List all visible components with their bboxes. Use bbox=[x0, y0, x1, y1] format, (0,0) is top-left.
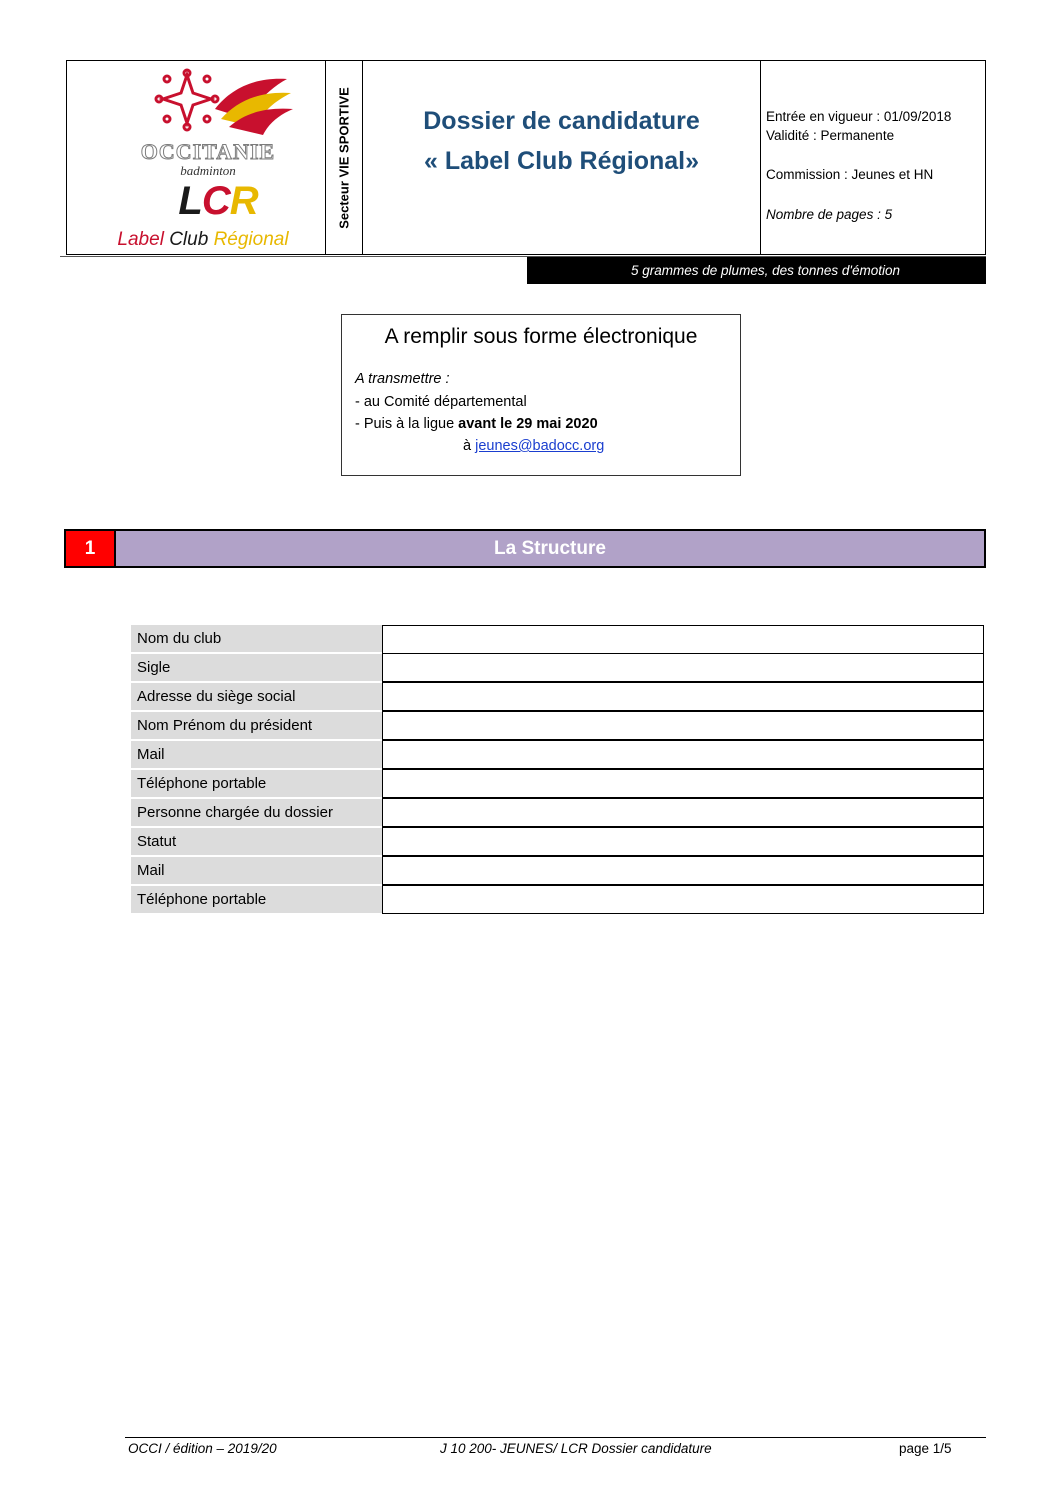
form-row bbox=[131, 712, 984, 741]
form-row bbox=[131, 654, 984, 683]
title-cell bbox=[363, 61, 761, 254]
logo-lcr-l: L bbox=[178, 179, 202, 223]
section-header bbox=[64, 529, 986, 568]
form-field-input[interactable] bbox=[382, 653, 984, 682]
form-row bbox=[131, 741, 984, 770]
instructions-email-prefix: à bbox=[463, 438, 476, 454]
form-field-label: Téléphone portable bbox=[131, 886, 382, 914]
instructions-title: A remplir sous forme électronique bbox=[384, 325, 698, 348]
section-number: 1 bbox=[66, 531, 116, 566]
form-field-input[interactable] bbox=[382, 827, 984, 856]
form-field-label: Adresse du siège social bbox=[131, 683, 382, 711]
logo-lcr-c: C bbox=[201, 179, 230, 223]
footer-page-number: page 1/5 bbox=[899, 1441, 952, 1456]
info-cell bbox=[761, 61, 985, 254]
instructions-deadline: avant le 29 mai 2020 bbox=[458, 416, 598, 432]
document-title-line1: Dossier de candidature bbox=[423, 107, 700, 135]
form-field-label: Personne chargée du dossier bbox=[131, 799, 382, 827]
form-field-label: Sigle bbox=[131, 654, 382, 682]
form-field-input[interactable] bbox=[382, 740, 984, 769]
structure-form bbox=[131, 625, 984, 915]
form-field-input[interactable] bbox=[382, 682, 984, 711]
logo-lcr-r: R bbox=[229, 179, 258, 223]
sector-label: Secteur VIE SPORTIVE bbox=[336, 86, 352, 229]
form-row bbox=[131, 828, 984, 857]
logo-label-word2: Club bbox=[169, 229, 209, 250]
commission: Commission : Jeunes et HN bbox=[766, 167, 934, 182]
form-field-label: Téléphone portable bbox=[131, 770, 382, 798]
document-title-line2: « Label Club Régional» bbox=[423, 147, 700, 175]
instructions-league-prefix: - Puis à la ligue bbox=[355, 416, 459, 432]
footer-edition: OCCI / édition – 2019/20 bbox=[128, 1441, 277, 1456]
form-field-label: Nom du club bbox=[131, 625, 382, 653]
form-row bbox=[131, 770, 984, 799]
form-field-input[interactable] bbox=[382, 885, 984, 914]
logo-label-club-regional bbox=[103, 229, 303, 251]
instructions-committee: - au Comité départemental bbox=[355, 394, 527, 410]
slogan-bar: 5 grammes de plumes, des tonnes d'émotion bbox=[527, 257, 986, 284]
email-link[interactable]: jeunes@badocc.org bbox=[475, 438, 605, 454]
logo-wordmark: OCCITANIE bbox=[140, 139, 276, 164]
form-field-input[interactable] bbox=[382, 711, 984, 740]
instructions-transmit: A transmettre : bbox=[355, 371, 450, 387]
form-field-label: Nom Prénom du président bbox=[131, 712, 382, 740]
form-field-label: Statut bbox=[131, 828, 382, 856]
form-field-input[interactable] bbox=[382, 625, 984, 654]
form-field-label: Mail bbox=[131, 857, 382, 885]
validity: Validité : Permanente bbox=[766, 128, 895, 143]
sector-cell bbox=[326, 61, 363, 254]
footer-document-ref: J 10 200- JEUNES/ LCR Dossier candidature bbox=[440, 1441, 712, 1456]
form-field-label: Mail bbox=[131, 741, 382, 769]
footer-divider bbox=[125, 1437, 986, 1438]
form-row bbox=[131, 625, 984, 654]
form-field-input[interactable] bbox=[382, 769, 984, 798]
logo-label-word3: Régional bbox=[213, 229, 289, 250]
logo-label-word1: Label bbox=[117, 229, 164, 250]
occitan-cross-icon bbox=[97, 67, 297, 147]
instructions-email-line bbox=[463, 438, 604, 454]
logo-subtitle: badminton bbox=[180, 163, 236, 178]
section-title: La Structure bbox=[494, 538, 606, 559]
form-row bbox=[131, 857, 984, 886]
instructions-league-deadline bbox=[355, 416, 598, 432]
occitanie-lcr-logo bbox=[97, 67, 297, 252]
page-count: Nombre de pages : 5 bbox=[766, 207, 893, 222]
form-field-input[interactable] bbox=[382, 798, 984, 827]
form-row bbox=[131, 799, 984, 828]
form-row bbox=[131, 886, 984, 915]
document-header bbox=[66, 60, 986, 255]
form-row bbox=[131, 683, 984, 712]
form-field-input[interactable] bbox=[382, 856, 984, 885]
logo-lcr bbox=[163, 179, 273, 224]
effective-date: Entrée en vigueur : 01/09/2018 bbox=[766, 109, 952, 124]
instructions-box bbox=[341, 314, 741, 476]
logo-cell bbox=[67, 61, 326, 254]
